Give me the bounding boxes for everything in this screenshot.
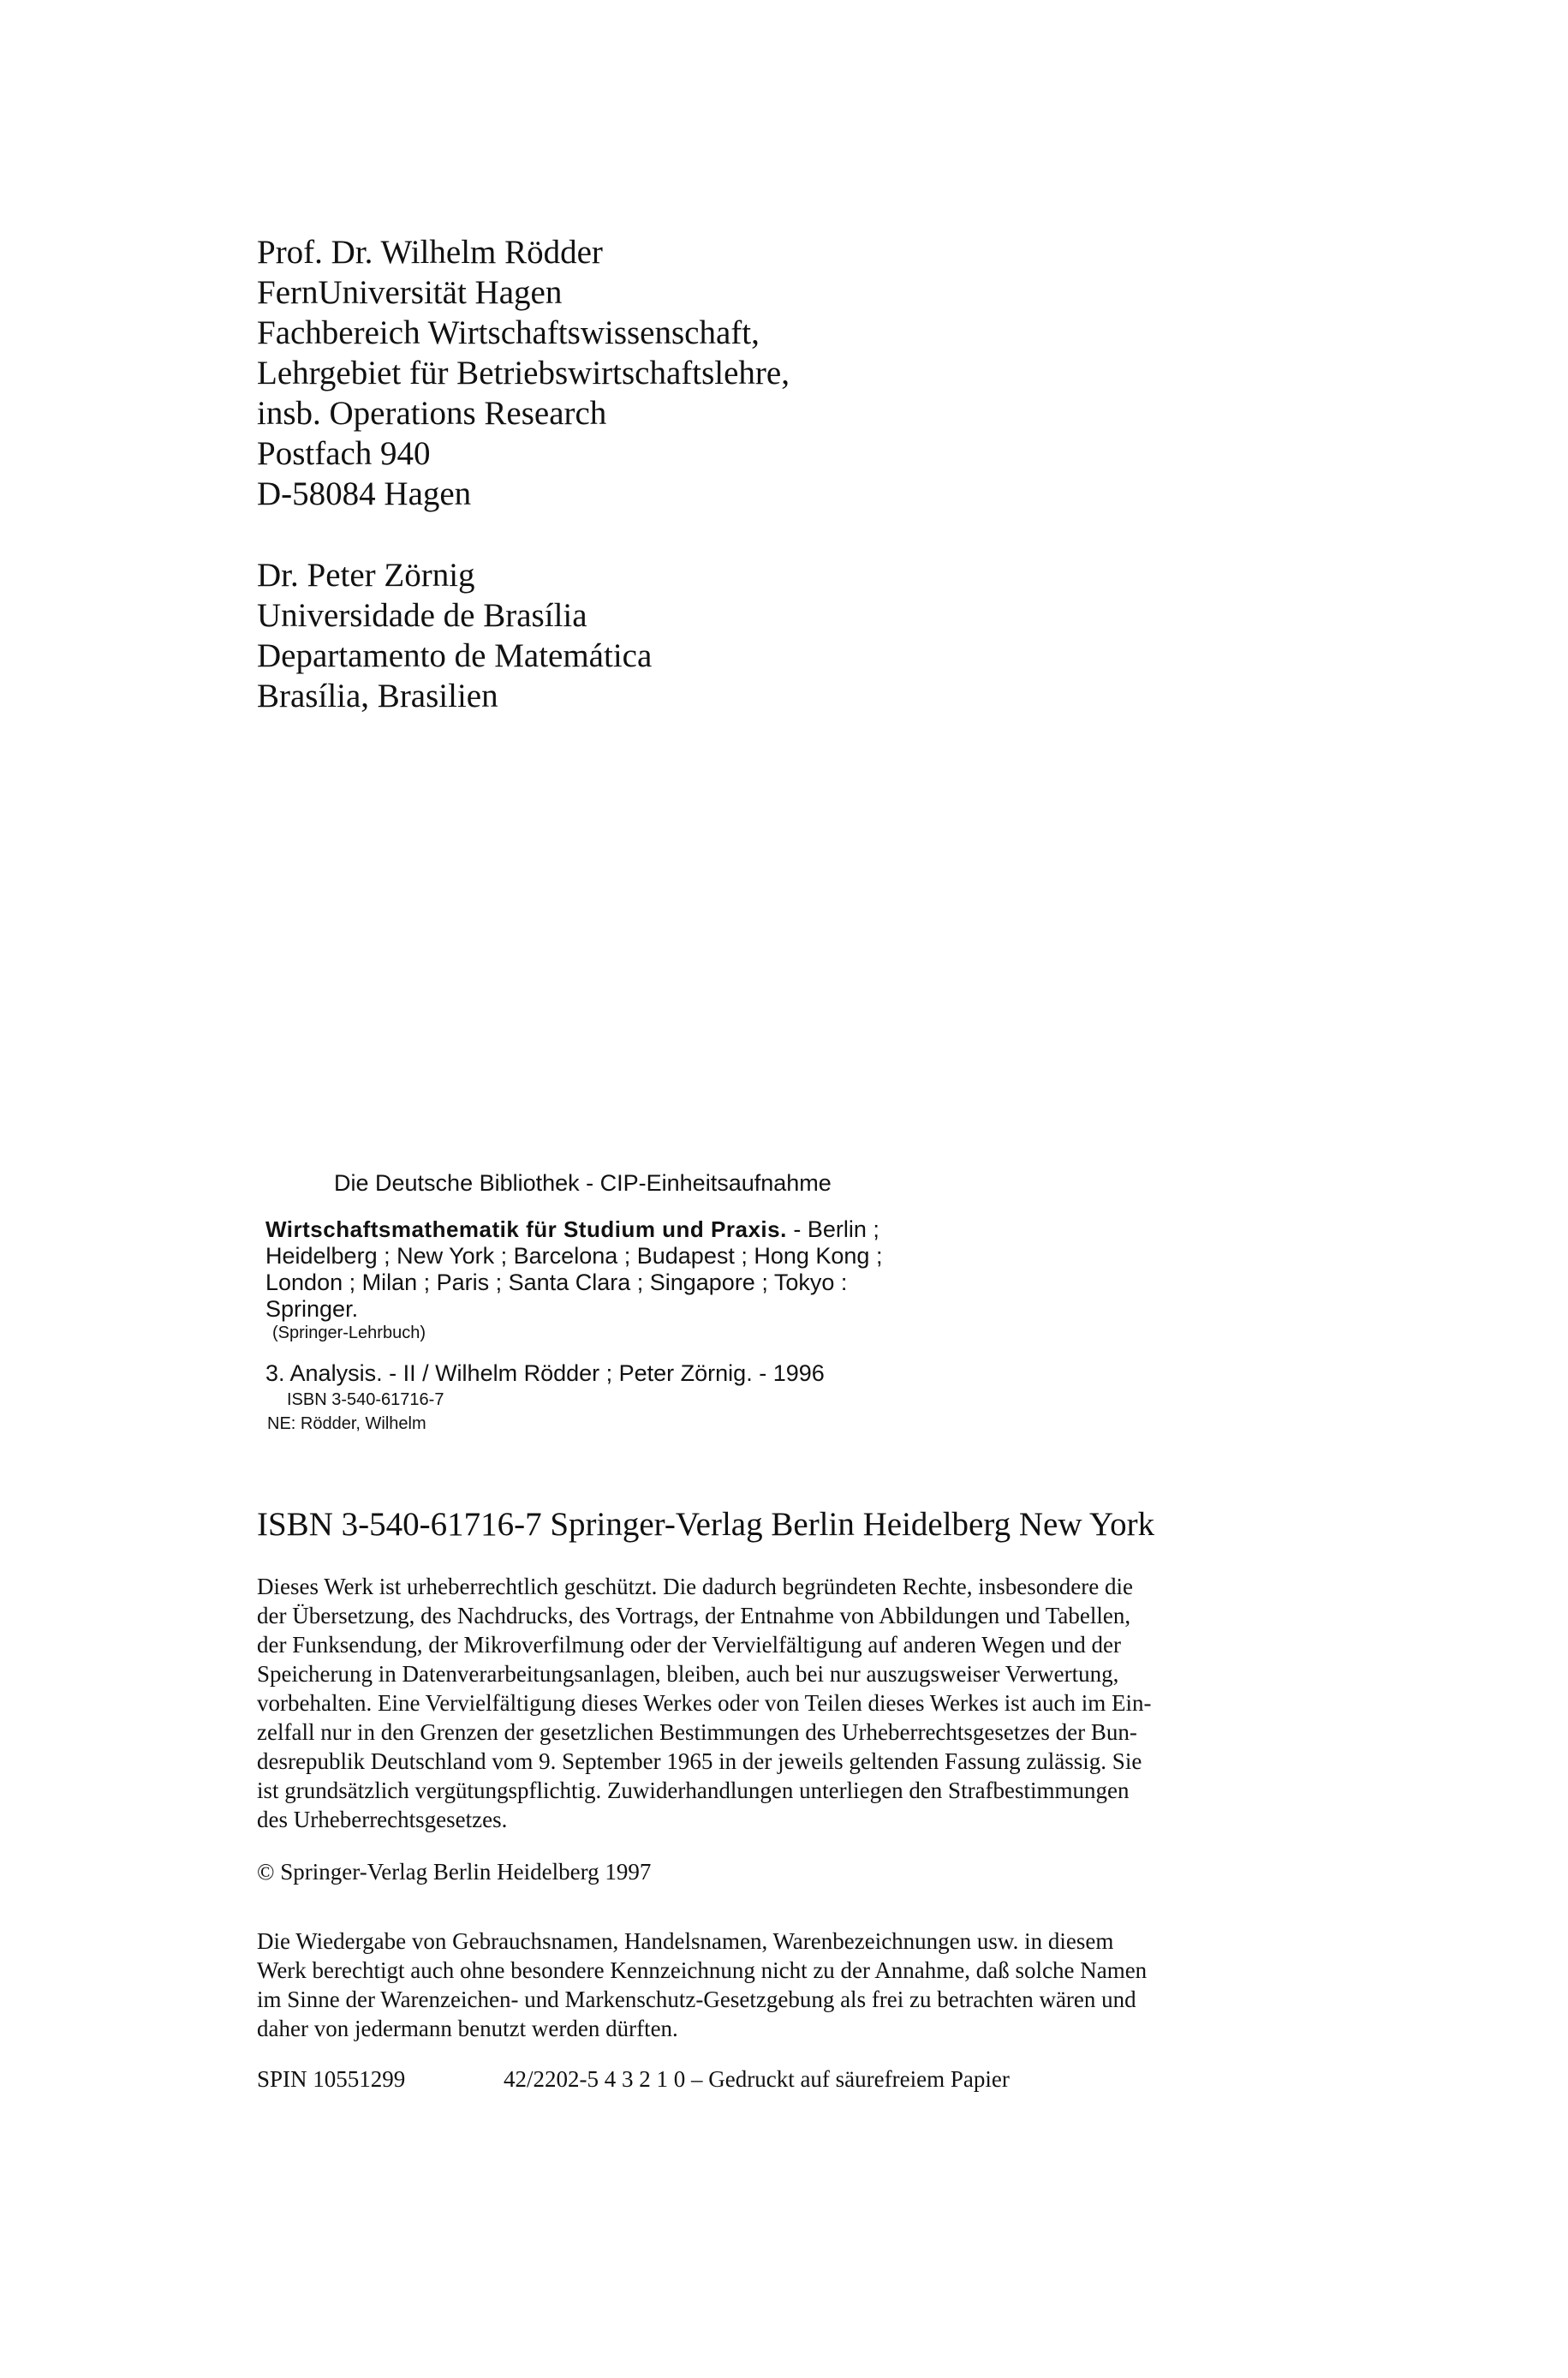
legal-line: ist grundsätzlich vergütungspflichtig. Zuwiderhandlungen unterliegen den Strafbestimmungen — [257, 1778, 1130, 1803]
author-1-line: Prof. Dr. Wilhelm Rödder — [257, 234, 603, 271]
cip-volume: 3. Analysis. - II / Wilhelm Rödder ; Peter Zörnig. - 1996 — [265, 1360, 825, 1386]
cip-heading: Die Deutsche Bibliothek - CIP-Einheitsaufnahme — [334, 1170, 832, 1196]
cip-places-line: Heidelberg ; New York ; Barcelona ; Budapest ; Hong Kong ; — [265, 1243, 883, 1269]
author-1-line: Fachbereich Wirtschaftswissenschaft, — [257, 314, 760, 351]
author-2-line: Brasília, Brasilien — [257, 678, 498, 714]
author-2-line: Universidade de Brasília — [257, 597, 587, 634]
author-1-line: D-58084 Hagen — [257, 475, 472, 512]
legal-line: desrepublik Deutschland vom 9. September 1965 in der jeweils geltenden Fassung zulässig. Sie — [257, 1748, 1142, 1774]
trademark-line: daher von jedermann benutzt werden dürften. — [257, 2016, 678, 2041]
trademark-line: im Sinne der Warenzeichen- und Markenschutz-Gesetzgebung als frei zu betrachten wären und — [257, 1987, 1136, 2012]
cip-ne: NE: Rödder, Wilhelm — [267, 1414, 426, 1433]
trademark-line: Werk berechtigt auch ohne besondere Kennzeichnung nicht zu der Annahme, daß solche Namen — [257, 1957, 1148, 1983]
legal-line: der Funksendung, der Mikroverfilmung oder der Vervielfältigung auf anderen Wegen und der — [257, 1632, 1122, 1658]
cip-places-line: London ; Milan ; Paris ; Santa Clara ; Singapore ; Tokyo : — [265, 1270, 848, 1295]
legal-line: Dieses Werk ist urheberrechtlich geschützt. Die dadurch begründeten Rechte, insbesondere die — [257, 1574, 1133, 1599]
cip-isbn: ISBN 3-540-61716-7 — [287, 1390, 444, 1409]
legal-line: der Übersetzung, des Nachdrucks, des Vortrags, der Entnahme von Abbildungen und Tabellen, — [257, 1603, 1131, 1628]
print-code: 42/2202-5 4 3 2 1 0 – Gedruckt auf säurefreiem Papier — [504, 2066, 1010, 2092]
cip-title-line — [265, 1218, 879, 1241]
copyright-line: © Springer-Verlag Berlin Heidelberg 1997 — [257, 1859, 652, 1885]
trademark-line: Die Wiedergabe von Gebrauchsnamen, Handelsnamen, Warenbezeichnungen usw. in diesem — [257, 1928, 1114, 1954]
cip-places-line: Springer. — [265, 1296, 359, 1322]
legal-line: Speicherung in Datenverarbeitungsanlagen, bleiben, auch bei nur auszugsweiser Verwertung, — [257, 1661, 1119, 1687]
author-2-line: Departamento de Matemática — [257, 637, 653, 674]
author-1-line: Postfach 940 — [257, 435, 431, 472]
legal-line: vorbehalten. Eine Vervielfältigung dieses Werkes oder von Teilen dieses Werkes ist auch im Ein- — [257, 1690, 1152, 1716]
spin-number: SPIN 10551299 — [257, 2066, 406, 2092]
author-1-line: FernUniversität Hagen — [257, 274, 563, 311]
legal-line: des Urheberrechtsgesetzes. — [257, 1807, 508, 1832]
isbn-publisher-line: ISBN 3-540-61716-7 Springer-Verlag Berlin Heidelberg New York — [257, 1506, 1155, 1543]
legal-line: zelfall nur in den Grenzen der gesetzlichen Bestimmungen des Urheberrechtsgesetzes der Bun- — [257, 1719, 1137, 1745]
cip-title: Wirtschaftsmathematik für Studium und Praxis. — [265, 1216, 787, 1242]
cip-title-rest: - Berlin ; — [786, 1216, 879, 1242]
author-1-line: insb. Operations Research — [257, 395, 607, 432]
author-1-line: Lehrgebiet für Betriebswirtschaftslehre, — [257, 355, 790, 391]
cip-series: (Springer-Lehrbuch) — [272, 1323, 426, 1342]
author-2-line: Dr. Peter Zörnig — [257, 557, 475, 594]
